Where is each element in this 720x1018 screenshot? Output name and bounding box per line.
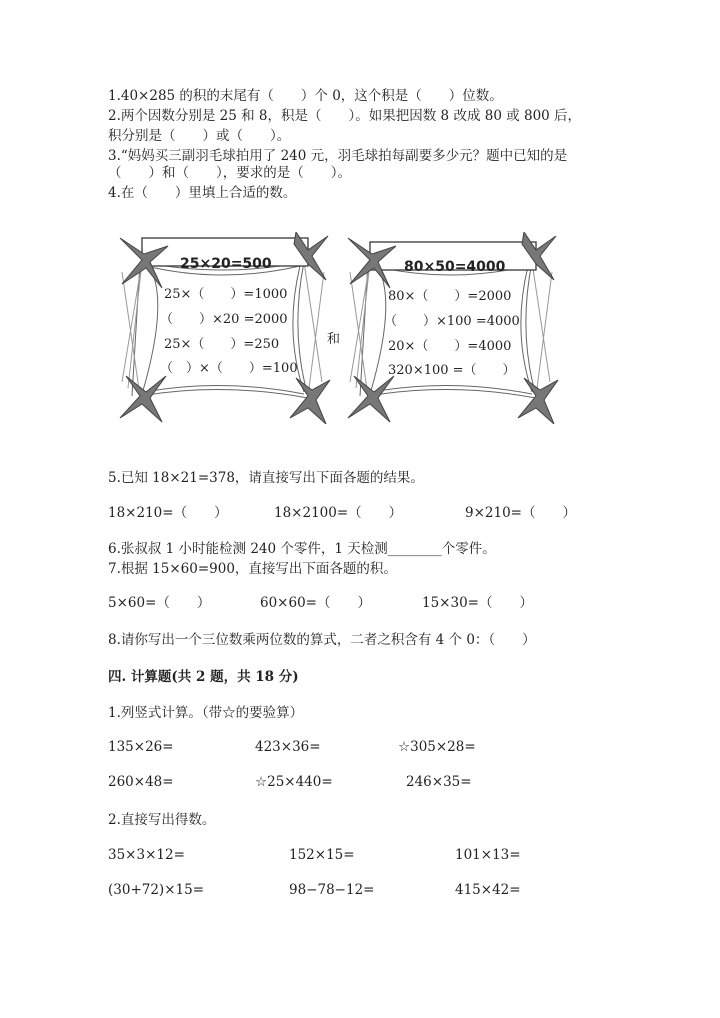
q7-item-1: 5×60=（ ） (108, 595, 211, 611)
direct-1-2: 152×15= (289, 847, 355, 863)
direct-2-1: (30+72)×15= (108, 882, 205, 898)
left-frame-title: 25×20=500 (180, 256, 272, 272)
left-frame-line-3: 25×（ ）=250 (164, 337, 280, 352)
calc-2-2: ☆25×440= (255, 774, 333, 790)
question-2-line-2: 积分别是（ ）或（ ）。 (108, 128, 291, 144)
question-2-line-1: 2.两个因数分别是 25 和 8，积是（ ）。如果把因数 8 改成 80 或 800 后， (108, 108, 582, 124)
calc-2-3: 246×35= (406, 774, 472, 790)
q7-item-3: 15×30=（ ） (422, 595, 533, 611)
calc-1-3: ☆305×28= (398, 739, 476, 755)
question-6: 6.张叔叔 1 小时能检测 240 个零件，1 天检测________个零件。 (108, 541, 496, 557)
question-5: 5.已知 18×21=378，请直接写出下面各题的结果。 (108, 470, 424, 486)
q5-item-3: 9×210=（ ） (465, 505, 576, 521)
right-frame-line-4: 320×100 =（ ） (388, 363, 516, 378)
q5-item-1: 18×210=（ ） (108, 505, 228, 521)
right-frame-line-1: 80×（ ）=2000 (388, 289, 512, 304)
direct-2-2: 98−78−12= (289, 882, 375, 898)
left-frame-line-4: （ ）×（ ）=100 (160, 361, 298, 376)
direct-1-3: 101×13= (455, 847, 521, 863)
section-4-heading: 四. 计算题(共 2 题，共 18 分) (108, 669, 299, 685)
right-frame-title: 80×50=4000 (404, 259, 506, 275)
left-frame-line-1: 25×（ ）=1000 (164, 287, 288, 302)
section-4-sub-2: 2.直接写出得数。 (108, 812, 216, 828)
question-8: 8.请你写出一个三位数乘两位数的算式，二者之积含有 4 个 0：（ ） (108, 632, 536, 648)
calc-1-1: 135×26= (108, 739, 174, 755)
section-4-sub-1: 1.列竖式计算。（带☆的要验算） (108, 705, 304, 721)
question-3-line-1: 3.“妈妈买三副羽毛球拍用了 240 元，羽毛球拍每副要多少元？题中已知的是 (108, 148, 568, 164)
direct-1-1: 35×3×12= (108, 847, 185, 863)
right-frame-line-3: 20×（ ）=4000 (388, 339, 512, 354)
q5-item-2: 18×2100=（ ） (274, 505, 403, 521)
connector-text: 和 (327, 332, 341, 347)
question-7: 7.根据 15×60=900，直接写出下面各题的积。 (108, 561, 397, 577)
right-frame-line-2: （ ）×100 =4000 (384, 314, 520, 329)
calc-2-1: 260×48= (108, 774, 174, 790)
left-frame-line-2: （ ）×20 =2000 (160, 312, 288, 327)
calc-1-2: 423×36= (255, 739, 321, 755)
q7-item-2: 60×60=（ ） (260, 595, 371, 611)
direct-2-3: 415×42= (455, 882, 521, 898)
question-4: 4.在（ ）里填上合适的数。 (108, 185, 297, 201)
question-1: 1.40×285 的积的末尾有（ ）个 0，这个积是（ ）位数。 (108, 88, 503, 104)
question-3-line-2: （ ）和（ ），要求的是（ ）。 (108, 165, 351, 181)
